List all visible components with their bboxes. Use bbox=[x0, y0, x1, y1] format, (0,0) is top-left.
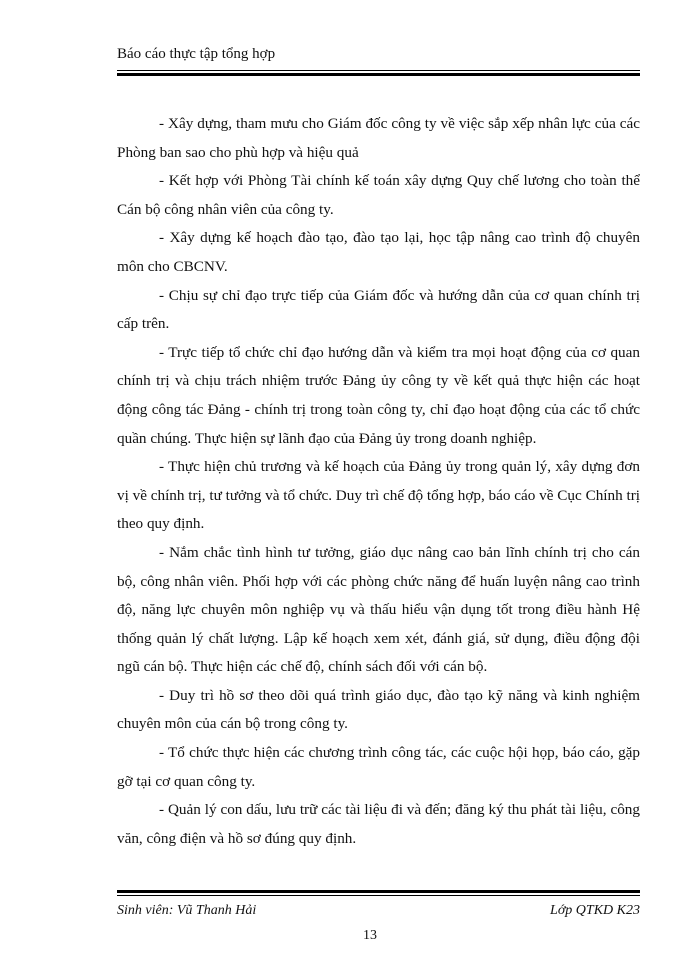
paragraph: - Xây dựng, tham mưu cho Giám đốc công ty về việc sắp xếp nhân lực của các Phòng ban sao cho phù hợp và hiệu quả bbox=[117, 115, 640, 161]
paragraph: - Duy trì hồ sơ theo dõi quá trình giáo dục, đào tạo kỹ năng và kinh nghiệm chuyên môn của cán bộ trong công ty. bbox=[117, 686, 640, 733]
header-divider-thick bbox=[117, 73, 640, 76]
paragraph: - Kết hợp với Phòng Tài chính kế toán xây dựng Quy chế lương cho toàn thể Cán bộ công nhân viên của công ty. bbox=[117, 172, 640, 218]
paragraph: - Quản lý con dấu, lưu trữ các tài liệu đi và đến; đăng ký thu phát tài liệu, công văn, công điện và hồ sơ đúng quy định. bbox=[117, 801, 640, 847]
footer-divider-thin bbox=[117, 895, 640, 896]
footer-divider-thick bbox=[117, 890, 640, 893]
footer-student-name: Sinh viên: Vũ Thanh Hải bbox=[117, 903, 257, 918]
paragraph: - Nắm chắc tình hình tư tưởng, giáo dục nâng cao bản lĩnh chính trị cho cán bộ, công nhân viên. Phối hợp với các phòng chức năng để huấn luyện nâng cao trình độ, năng lực chuyên môn nghiệp vụ và thấu hiểu vận dụng tốt trong điều hành Hệ thống quản lý chất lượng. Lập kế hoạch xem xét, đánh giá, sử dụng, điều động đội ngũ cán bộ. Thực hiện các chế độ, chính sách đối với cán bộ. bbox=[117, 543, 640, 676]
paragraph: - Thực hiện chủ trương và kế hoạch của Đảng ủy trong quản lý, xây dựng đơn vị về chính trị, tư tưởng và tổ chức. Duy trì chế độ tổng hợp, báo cáo về Cục Chính trị theo quy định. bbox=[117, 458, 640, 533]
page-number: 13 bbox=[363, 928, 377, 943]
page-header-title: Báo cáo thực tập tổng hợp bbox=[117, 46, 276, 62]
header-divider-thin bbox=[117, 70, 640, 71]
document-body bbox=[117, 110, 640, 853]
footer-class-name: Lớp QTKD K23 bbox=[550, 903, 640, 918]
paragraph: - Chịu sự chỉ đạo trực tiếp của Giám đốc và hướng dẫn của cơ quan chính trị cấp trên. bbox=[117, 286, 640, 333]
paragraph: - Xây dựng kế hoạch đào tạo, đào tạo lại, học tập nâng cao trình độ chuyên môn cho CBCNV. bbox=[117, 229, 640, 275]
paragraph: - Trực tiếp tổ chức chỉ đạo hướng dẫn và kiểm tra mọi hoạt động của cơ quan chính trị và chịu trách nhiệm trước Đảng ủy công ty về kết quả thực hiện các hoạt động công tác Đảng - chính trị trong toàn công ty, chỉ đạo hoạt động của các tổ chức quần chúng. Thực hiện sự lãnh đạo của Đảng ủy trong doanh nghiệp. bbox=[117, 343, 640, 447]
paragraph: - Tổ chức thực hiện các chương trình công tác, các cuộc hội họp, báo cáo, gặp gỡ tại cơ quan công ty. bbox=[117, 744, 640, 790]
